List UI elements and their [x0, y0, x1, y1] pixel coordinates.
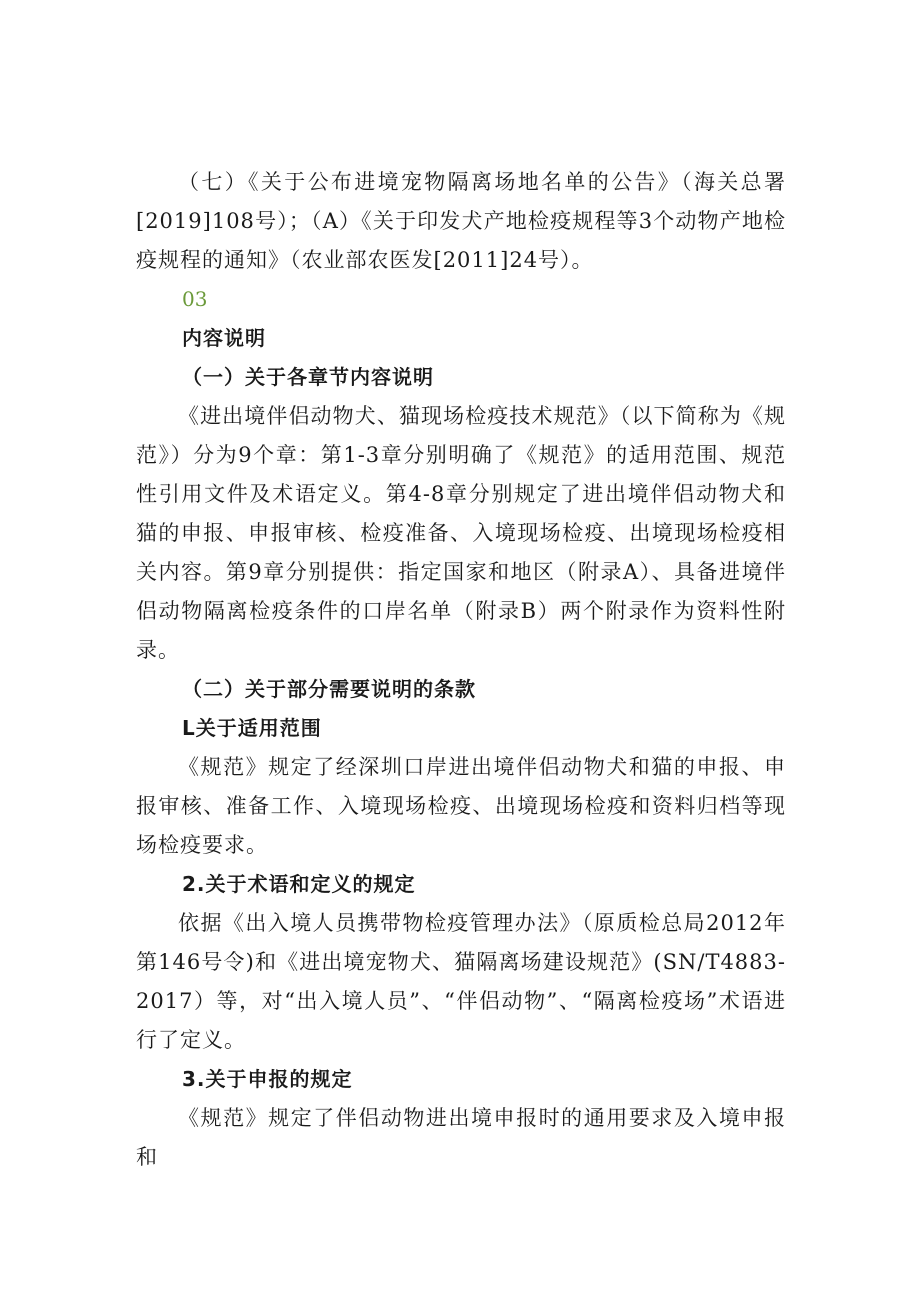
- item-1-paragraph: 《规范》规定了经深圳口岸进出境伴侣动物犬和猫的申报、申报审核、准备工作、入境现场检疫、出境现场检疫和资料归档等现场检疫要求。: [136, 755, 786, 857]
- item-2-title: 2.关于术语和定义的规定: [182, 872, 416, 896]
- subsection-1-title: （一）关于各章节内容说明: [182, 365, 434, 389]
- document-page: [136, 163, 786, 1177]
- subsection-2-title: （二）关于部分需要说明的条款: [182, 677, 476, 701]
- item-3-paragraph: 《规范》规定了伴侣动物进出境申报时的通用要求及入境申报和: [136, 1106, 786, 1169]
- subsection-1-paragraph: 《进出境伴侣动物犬、猫现场检疫技术规范》（以下简称为《规范》）分为9个章：第1-3章分别明确了《规范》的适用范围、规范性引用文件及术语定义。第4-8章分别规定了进出境伴侣动物犬和猫的申报、申报审核、检疫准备、入境现场检疫、出境现场检疫相关内容。第9章分别提供：指定国家和地区（附录A）、具备进境伴侣动物隔离检疫条件的口岸名单（附录B）两个附录作为资料性附录。: [136, 404, 786, 662]
- item-3-title: 3.关于申报的规定: [182, 1067, 353, 1091]
- reference-paragraph: （七）《关于公布进境宠物隔离场地名单的公告》（海关总署[2019]108号）；（A）《关于印发犬产地检疫规程等3个动物产地检疫规程的通知》（农业部农医发[2011]24号）。: [136, 170, 786, 272]
- section-number: 03: [182, 287, 208, 311]
- item-1-title: L关于适用范围: [182, 716, 322, 740]
- section-title: 内容说明: [182, 326, 266, 350]
- item-2-paragraph: 依据《出入境人员携带物检疫管理办法》（原质检总局2012年第146号令)和《进出境宠物犬、猫隔离场建设规范》(SN/T4883-2017）等，对“出入境人员”、“伴侣动物”、“隔离检疫场”术语进行了定义。: [136, 911, 786, 1052]
